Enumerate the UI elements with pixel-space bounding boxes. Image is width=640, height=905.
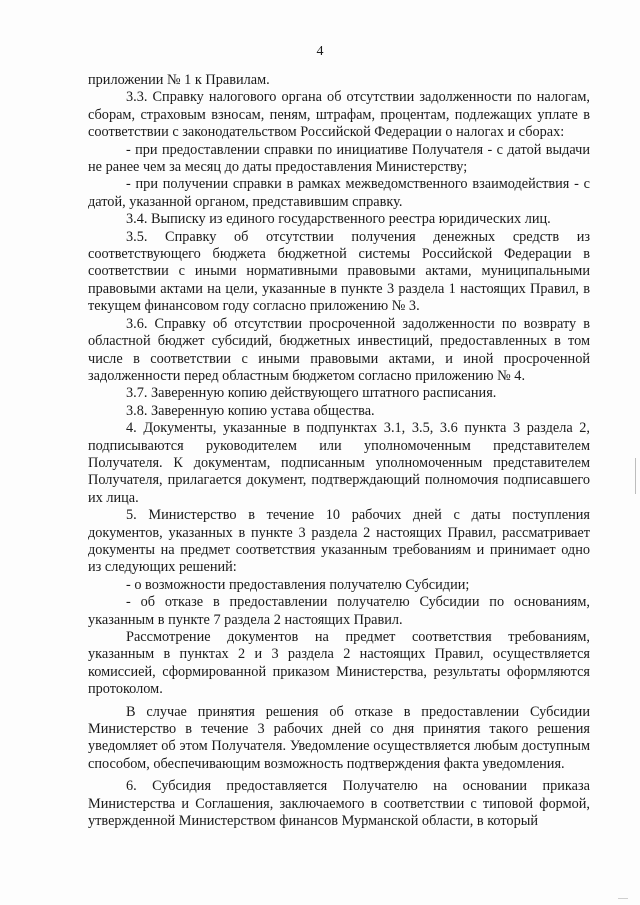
paragraph-refusal-notice: В случае принятия решения об отказе в предоставлении Субсидии Министерство в течение 3 рабочих дней со дня принятия такого решения уведомляет об этом Получателя. Уведомление осуществляется любым доступным способом, обеспечивающим возможность подтверждения факта уведомления. <box>88 703 590 772</box>
paragraph-dash-initiative: - при предоставлении справки по инициативе Получателя - с датой выдачи не ранее чем за месяц до даты предоставления Министерству; <box>88 141 590 176</box>
paragraph-review: Рассмотрение документов на предмет соответствия требованиям, указанным в пунктах 2 и 3 раздела 2 настоящих Правил, осуществляется комиссией, сформированной приказом Министерства, результаты оформляются протоколом. <box>88 629 590 698</box>
paragraph-dash-interagency: - при получении справки в рамках межведомственного взаимодействия - с датой, указанной органом, представившим справку. <box>88 176 590 210</box>
paragraph-6: 6. Субсидия предоставляется Получателю на основании приказа Министерства и Соглашения, заключаемого в соответствии с типовой формой, утвержденной Министерством финансов Мурманской области, в который <box>88 778 590 830</box>
paragraph-3-8: 3.8. Заверенную копию устава общества. <box>126 402 375 419</box>
paragraph-4: 4. Документы, указанные в подпунктах 3.1, 3.5, 3.6 пункта 3 раздела 2, подписываются руководителем или уполномоченным представителем Получателя. К документам, подписанным уполномоченным представителем Получателя, прилагается документ, подтверждающий полномочия подписавшего их лица. <box>88 420 590 506</box>
paragraph-3-5: 3.5. Справку об отсутствии получения денежных средств из соответствующего бюджета бюджетной системы Российской Федерации в соответствии с иными нормативными правовыми актами, муниципальными правовыми актами на цели, указанные в пункте 3 раздела 1 настоящих Правил, в текущем финансовом году согласно приложению № 3. <box>88 228 590 315</box>
paragraph-3-6: 3.6. Справку об отсутствии просроченной задолженности по возврату в областной бюджет субсидий, бюджетных инвестиций, предоставленных в том числе в соответствии с иными правовыми актами, и иной просроченной задолженности перед областным бюджетом согласно приложению № 4. <box>88 315 590 384</box>
paragraph-3-4: 3.4. Выписку из единого государственного реестра юридических лиц. <box>126 211 551 228</box>
paragraph-continuation: приложении № 1 к Правилам. <box>88 72 270 88</box>
document-body <box>88 72 590 830</box>
scan-edge-mark <box>635 458 636 494</box>
scan-corner-mark <box>618 898 628 899</box>
paragraph-5: 5. Министерство в течение 10 рабочих дней с даты поступления документов, указанных в пункте 3 раздела 2 настоящих Правил, рассматривает документы на предмет соответствия указанным требованиям и принимает одно из следующих решений: <box>88 507 590 576</box>
paragraph-dash-refusal: - об отказе в предоставлении получателю Субсидии по основаниям, указанным в пункте 7 раздела 2 настоящих Правил. <box>88 594 590 628</box>
paragraph-3-3: 3.3. Справку налогового органа об отсутствии задолженности по налогам, сборам, страховым взносам, пеням, штрафам, процентам, подлежащих уплате в соответствии с законодательством Российской Федерации о налогах и сборах: <box>88 89 590 141</box>
paragraph-3-7: 3.7. Заверенную копию действующего штатного расписания. <box>126 385 497 402</box>
paragraph-dash-possibility: - о возможности предоставления получателю Субсидии; <box>126 576 470 593</box>
page-number: 4 <box>316 44 324 59</box>
